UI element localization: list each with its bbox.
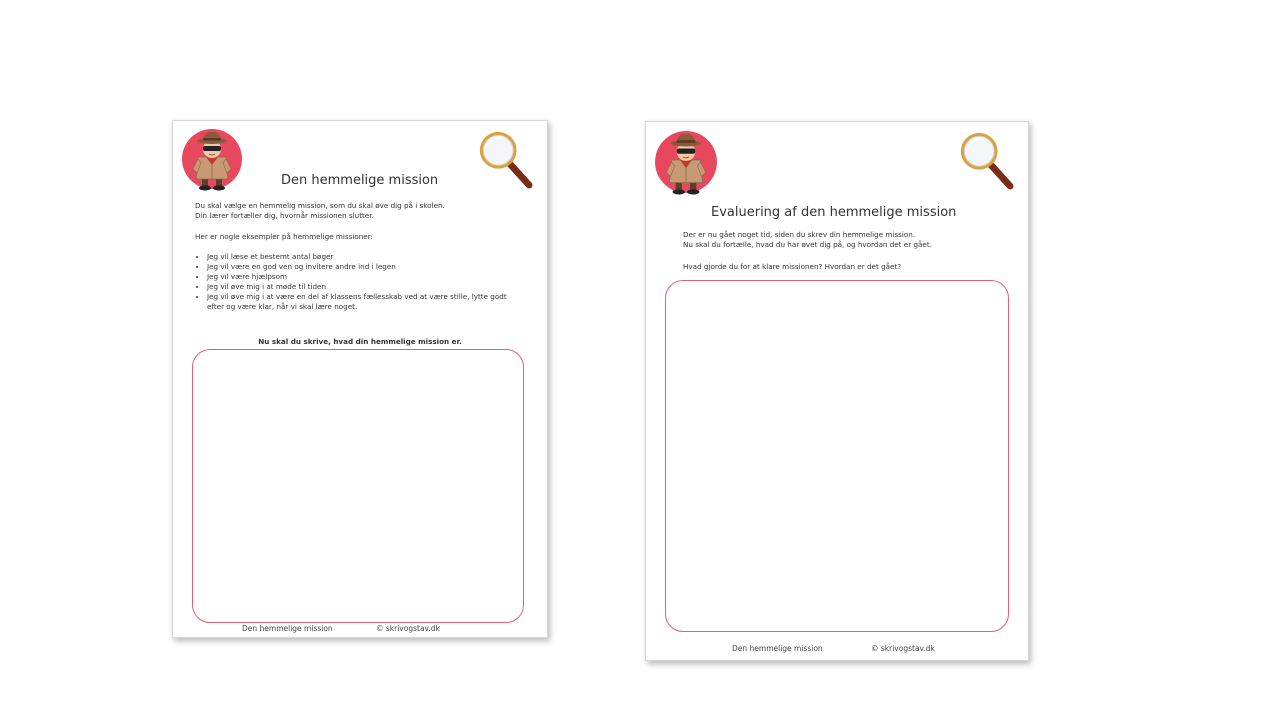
page-title: Evaluering af den hemmelige mission (711, 205, 957, 220)
mission-writing-box[interactable] (192, 349, 524, 623)
worksheet-page-mission (172, 120, 548, 638)
writing-prompt: Nu skal du skrive, hvad din hemmelige mission er. (258, 337, 462, 346)
examples-list (195, 252, 523, 312)
list-item: • Jeg vil læse et bestemt antal bøger (207, 252, 523, 262)
intro-text (195, 201, 515, 221)
list-item: • Jeg vil være hjælpsom (207, 272, 523, 282)
detective-icon (182, 129, 242, 191)
intro-line: Nu skal du fortælle, hvad du har øvet dig på, og hvordan det er gået. (683, 240, 932, 249)
footer-copyright: © skrivogstav.dk (871, 644, 935, 653)
intro-line: Der er nu gået noget tid, siden du skrev din hemmelige mission. (683, 230, 916, 239)
worksheet-page-evaluation (645, 121, 1029, 661)
magnifying-glass-icon (475, 128, 533, 190)
evaluation-writing-box[interactable] (665, 280, 1009, 632)
page-title: Den hemmelige mission (281, 173, 439, 188)
list-item: • Jeg vil øve mig i at være en del af klassens fællesskab ved at være stille, lytte godt efter og være klar, når vi skal lære noget. (207, 292, 523, 312)
footer-copyright: © skrivogstav.dk (376, 624, 440, 633)
intro-text (683, 230, 1003, 250)
examples-heading: Her er nogle eksempler på hemmelige missioner: (195, 232, 373, 241)
magnifying-glass-icon (956, 129, 1014, 191)
footer-title: Den hemmelige mission (732, 644, 823, 653)
intro-line: Du skal vælge en hemmelig mission, som du skal øve dig på i skolen. (195, 201, 445, 210)
detective-icon (655, 131, 717, 195)
list-item: • Jeg vil øve mig i at møde til tiden (207, 282, 523, 292)
intro-line: Din lærer fortæller dig, hvornår missionen slutter. (195, 211, 374, 220)
list-item: • Jeg vil være en god ven og invitere andre ind i legen (207, 262, 523, 272)
footer-title: Den hemmelige mission (242, 624, 333, 633)
evaluation-question: Hvad gjorde du for at klare missionen? Hvordan er det gået? (683, 262, 902, 271)
